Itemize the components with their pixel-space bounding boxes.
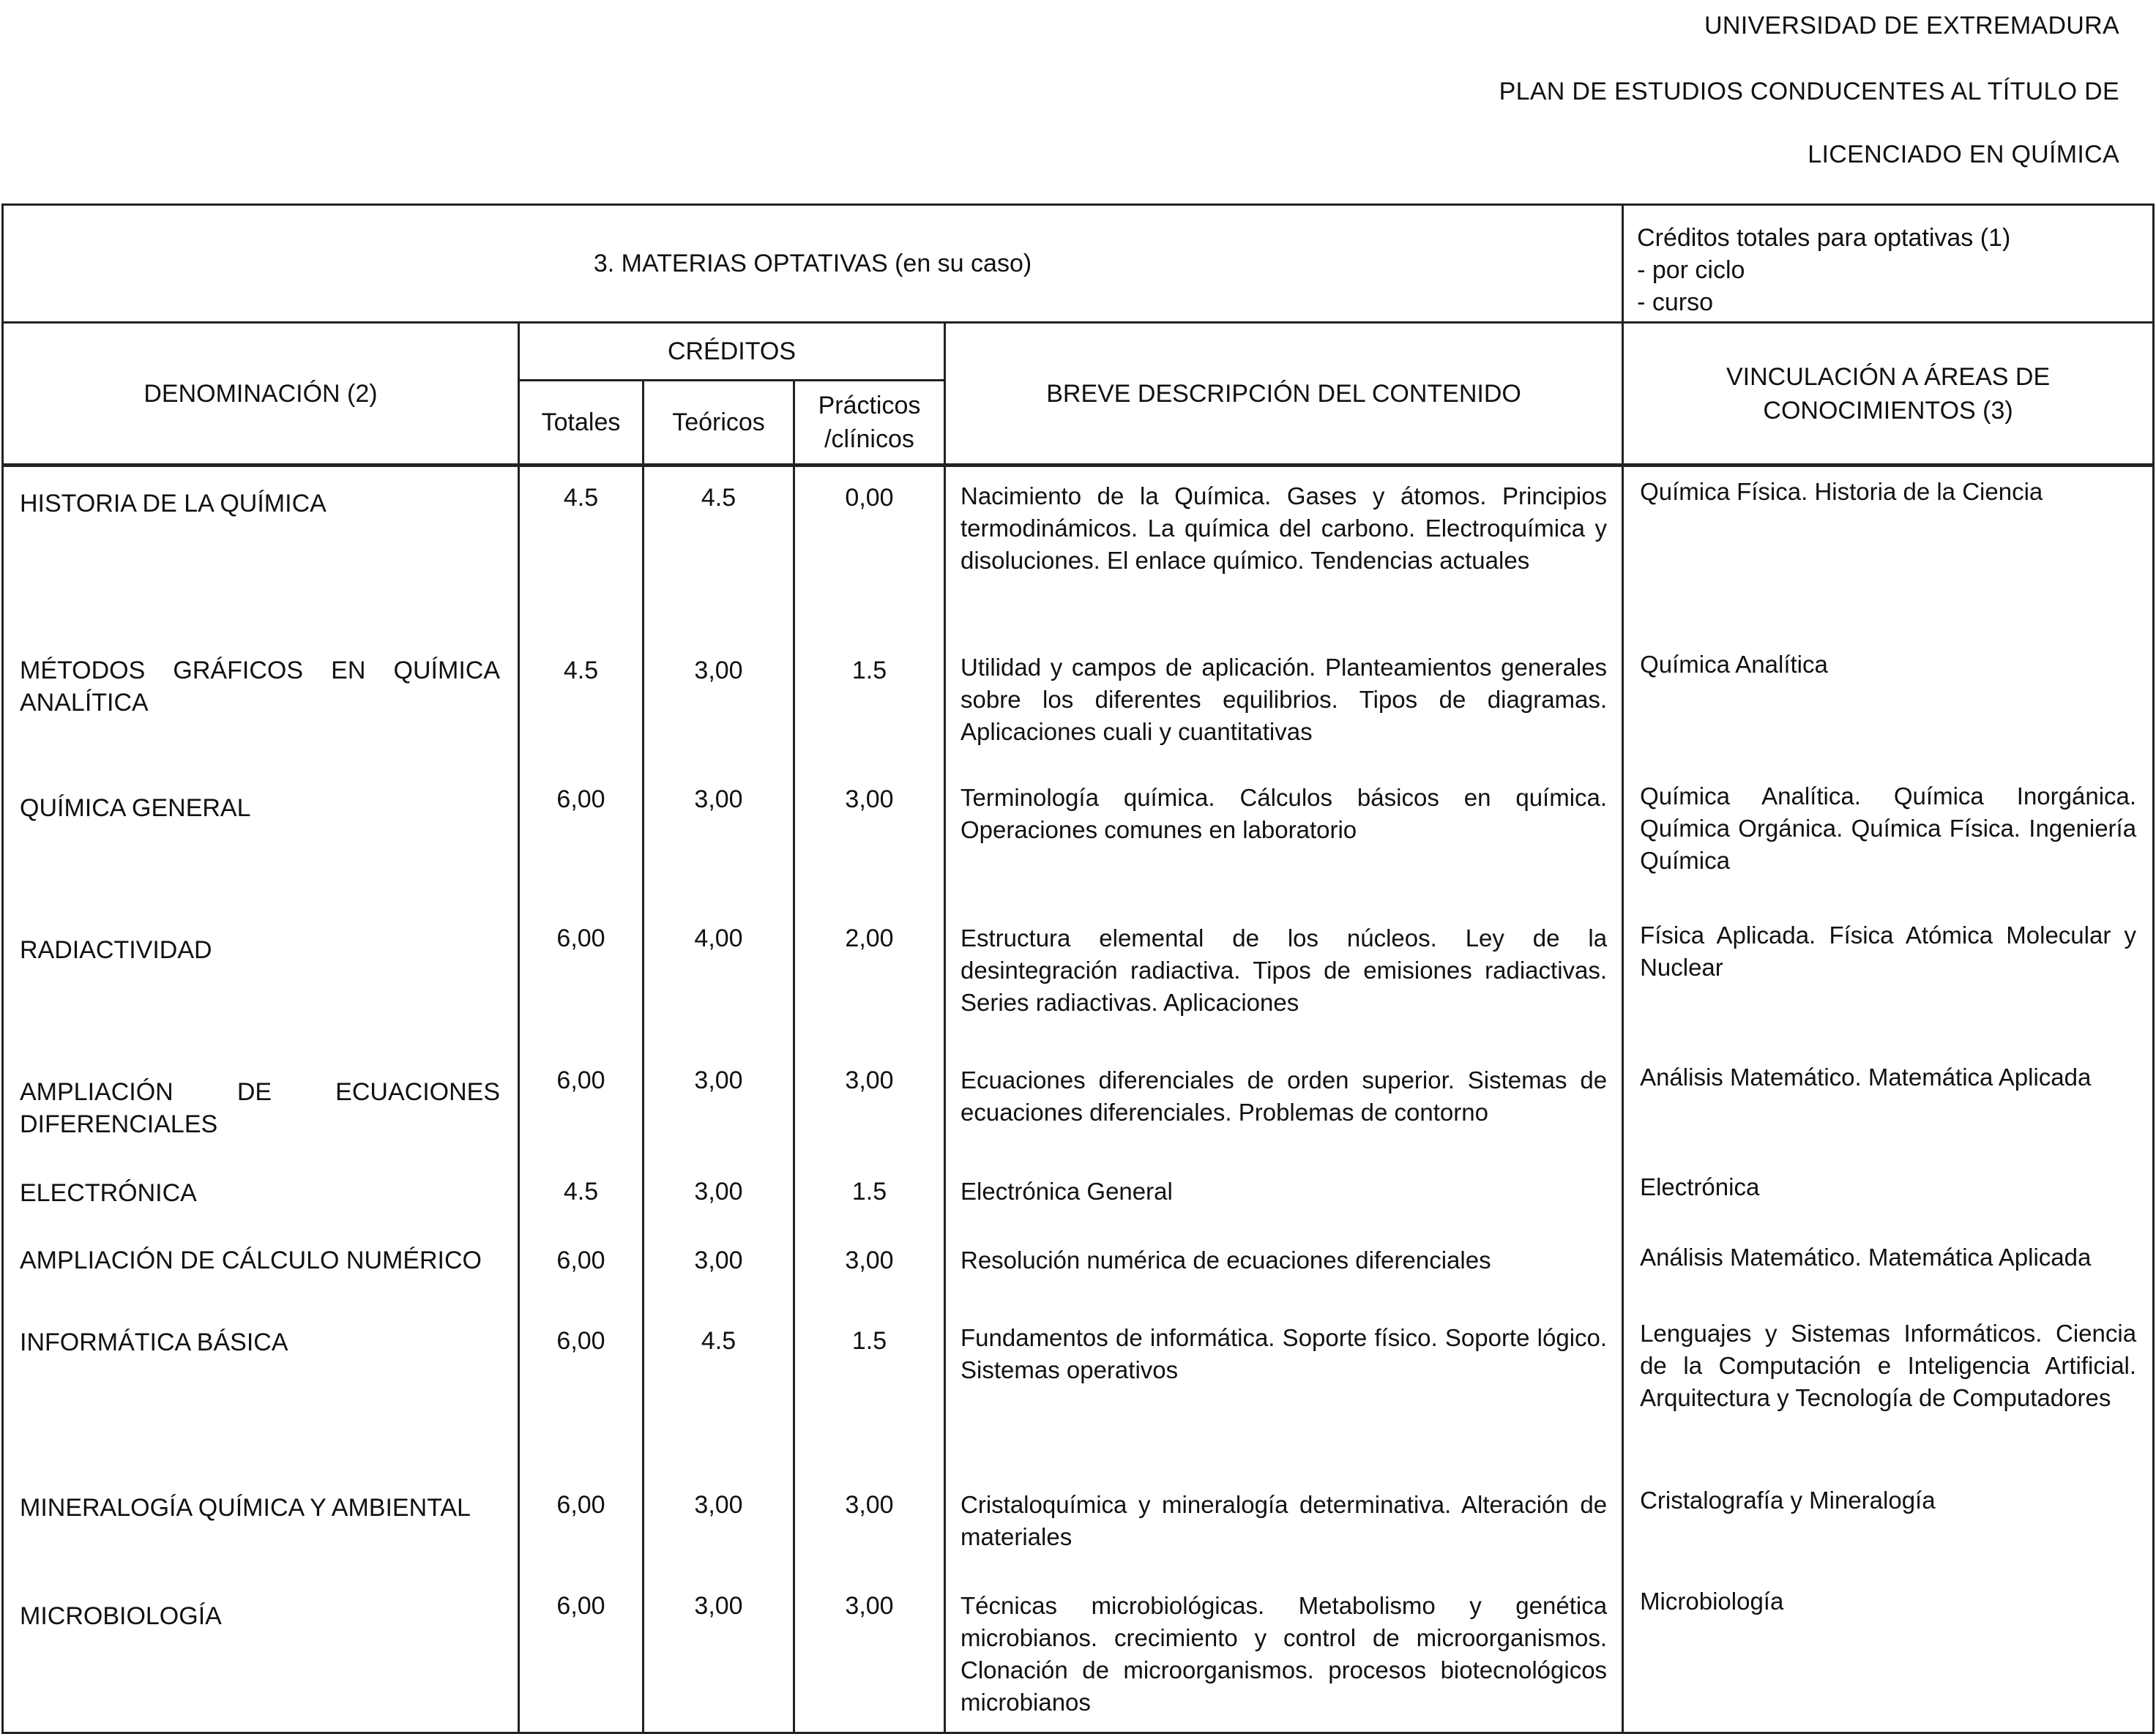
credits-theory: 3,00 (644, 780, 794, 919)
col-header-teoricos: Teóricos (644, 381, 794, 466)
credits-practice: 0,00 (794, 466, 945, 645)
col-header-descripcion: BREVE DESCRIPCIÓN DEL CONTENIDO (945, 323, 1623, 466)
section-title: 3. MATERIAS OPTATIVAS (en su caso) (3, 205, 1623, 323)
table-row (3, 780, 2154, 919)
credits-theory: 3,00 (644, 1170, 794, 1241)
credits-practice: 3,00 (794, 780, 945, 919)
subject-name: MINERALOGÍA QUÍMICA Y AMBIENTAL (3, 1483, 519, 1585)
col-header-vinculacion-line2: CONOCIMIENTOS (3) (1763, 396, 2013, 425)
credits-total: 6,00 (519, 919, 644, 1061)
table-row (3, 1585, 2154, 1733)
subject-name: AMPLIACIÓN DE ECUACIONES DIFERENCIALES (3, 1061, 519, 1170)
table-row (3, 644, 2154, 780)
credits-theory: 3,00 (644, 644, 794, 780)
knowledge-areas: Lenguajes y Sistemas Informáticos. Ciencia de la Computación e Inteligencia Artificial. Arquitectura y Tecnología de Computadores (1623, 1318, 2154, 1483)
credits-total: 6,00 (519, 1483, 644, 1585)
subject-name: RADIACTIVIDAD (3, 919, 519, 1061)
knowledge-areas: Química Física. Historia de la Ciencia (1623, 466, 2154, 645)
credits-theory: 4.5 (644, 466, 794, 645)
subject-description: Terminología química. Cálculos básicos en química. Operaciones comunes en laboratorio (945, 780, 1623, 919)
subject-description: Estructura elemental de los núcleos. Ley de la desintegración radiactiva. Tipos de emisiones radiactivas. Series radiactivas. Aplicaciones (945, 919, 1623, 1061)
knowledge-areas: Química Analítica (1623, 644, 2154, 780)
credits-practice: 2,00 (794, 919, 945, 1061)
credits-total: 6,00 (519, 1318, 644, 1483)
subject-description: Fundamentos de informática. Soporte físico. Soporte lógico. Sistemas operativos (945, 1318, 1623, 1483)
header-degree: LICENCIADO EN QUÍMICA (1808, 141, 2119, 168)
subject-name: QUÍMICA GENERAL (3, 780, 519, 919)
credits-theory: 3,00 (644, 1483, 794, 1585)
credits-total-label: Créditos totales para optativas (1) (1637, 224, 2011, 252)
credits-practice: 3,00 (794, 1241, 945, 1318)
col-header-totales: Totales (519, 381, 644, 466)
header-university: UNIVERSIDAD DE EXTREMADURA (1704, 12, 2119, 40)
col-header-vinculacion (1623, 323, 2154, 466)
credits-total: 4.5 (519, 644, 644, 780)
table-row (3, 1318, 2154, 1483)
subject-description: Técnicas microbiológicas. Metabolismo y genética microbianos. crecimiento y control de microorganismos. Clonación de microorganismos. procesos biotecnológicos microbianos (945, 1585, 1623, 1733)
credits-total: 4.5 (519, 466, 644, 645)
credits-practice: 3,00 (794, 1585, 945, 1733)
subject-description: Cristaloquímica y mineralogía determinativa. Alteración de materiales (945, 1483, 1623, 1585)
col-header-vinculacion-line1: VINCULACIÓN A ÁREAS DE (1726, 362, 2051, 391)
credits-theory: 3,00 (644, 1585, 794, 1733)
credits-theory: 4,00 (644, 919, 794, 1061)
credits-total: 6,00 (519, 1061, 644, 1170)
table-row (3, 466, 2154, 645)
credits-total: 6,00 (519, 780, 644, 919)
credits-total-box (1623, 205, 2154, 323)
credits-theory: 3,00 (644, 1241, 794, 1318)
table-row (3, 919, 2154, 1061)
subject-name: HISTORIA DE LA QUÍMICA (3, 466, 519, 645)
credits-total: 4.5 (519, 1170, 644, 1241)
knowledge-areas: Cristalografía y Mineralogía (1623, 1483, 2154, 1585)
subject-name: AMPLIACIÓN DE CÁLCULO NUMÉRICO (3, 1241, 519, 1318)
table-row (3, 1061, 2154, 1170)
credits-total: 6,00 (519, 1585, 644, 1733)
col-header-creditos: CRÉDITOS (519, 323, 945, 381)
credits-per-course: - curso (1637, 288, 1713, 316)
subject-description: Electrónica General (945, 1170, 1623, 1241)
credits-practice: 1.5 (794, 644, 945, 780)
credits-practice: 1.5 (794, 1318, 945, 1483)
knowledge-areas: Química Analítica. Química Inorgánica. Química Orgánica. Química Física. Ingeniería Química (1623, 780, 2154, 919)
optional-subjects-table (1, 203, 2155, 1734)
subject-name: INFORMÁTICA BÁSICA (3, 1318, 519, 1483)
knowledge-areas: Análisis Matemático. Matemática Aplicada (1623, 1241, 2154, 1318)
credits-practice: 3,00 (794, 1483, 945, 1585)
credits-practice: 3,00 (794, 1061, 945, 1170)
table-row (3, 1170, 2154, 1241)
subject-description: Nacimiento de la Química. Gases y átomos. Principios termodinámicos. La química del carbono. Electroquímica y disoluciones. El enlace químico. Tendencias actuales (945, 466, 1623, 645)
credits-theory: 3,00 (644, 1061, 794, 1170)
subject-description: Resolución numérica de ecuaciones diferenciales (945, 1241, 1623, 1318)
knowledge-areas: Electrónica (1623, 1170, 2154, 1241)
subject-name: MÉTODOS GRÁFICOS EN QUÍMICA ANALÍTICA (3, 644, 519, 780)
col-header-practicos-line2: /clínicos (824, 425, 914, 453)
subject-description: Ecuaciones diferenciales de orden superior. Sistemas de ecuaciones diferenciales. Problemas de contorno (945, 1061, 1623, 1170)
credits-per-cycle: - por ciclo (1637, 256, 1745, 284)
knowledge-areas: Microbiología (1623, 1585, 2154, 1733)
subject-name: ELECTRÓNICA (3, 1170, 519, 1241)
credits-practice: 1.5 (794, 1170, 945, 1241)
header-plan: PLAN DE ESTUDIOS CONDUCENTES AL TÍTULO DE (1499, 78, 2119, 105)
col-header-practicos-line1: Prácticos (818, 392, 921, 419)
col-header-practicos (794, 381, 945, 466)
credits-total: 6,00 (519, 1241, 644, 1318)
table-row (3, 1241, 2154, 1318)
credits-theory: 4.5 (644, 1318, 794, 1483)
subject-description: Utilidad y campos de aplicación. Planteamientos generales sobre los diferentes equilibrios. Tipos de diagramas. Aplicaciones cuali y cuantitativas (945, 644, 1623, 780)
subject-name: MICROBIOLOGÍA (3, 1585, 519, 1733)
col-header-denominacion: DENOMINACIÓN (2) (3, 323, 519, 466)
knowledge-areas: Física Aplicada. Física Atómica Molecular y Nuclear (1623, 919, 2154, 1061)
table-row (3, 1483, 2154, 1585)
knowledge-areas: Análisis Matemático. Matemática Aplicada (1623, 1061, 2154, 1170)
